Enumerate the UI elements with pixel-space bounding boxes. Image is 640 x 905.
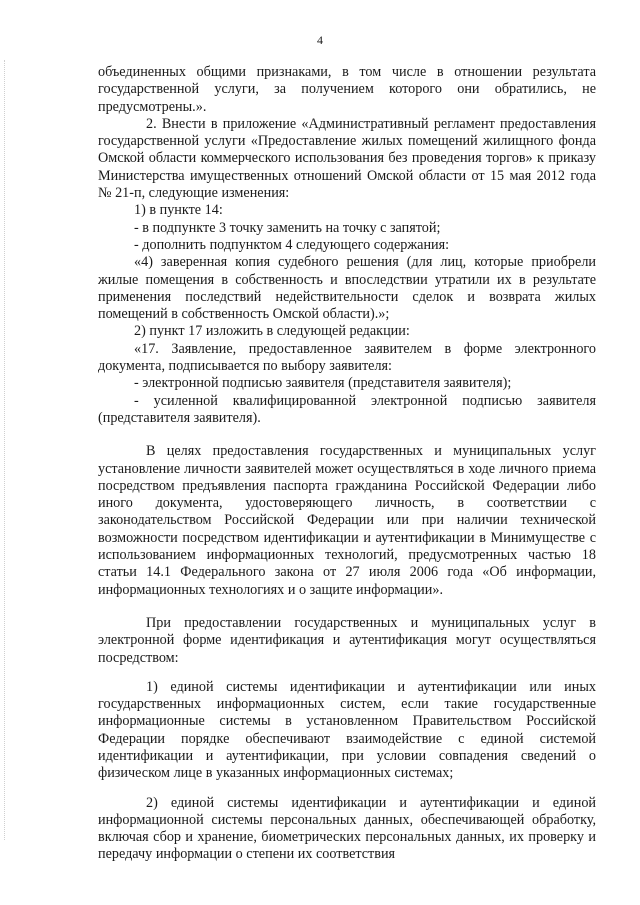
document-body [98,64,596,864]
page-number: 4 [317,33,323,47]
paragraph-p6: «4) заверенная копия судебного решения (для лиц, которые приобрели жилые помещения в собственность и впоследствии утратили их в результате применения последствий недействительности сделок и возврата жилых помещений в собственность Омской области).»; [98,254,596,323]
paragraph-p3: 1) в пункте 14: [134,202,223,219]
paragraph-spacer [98,667,596,679]
paragraph-p5: - дополнить подпунктом 4 следующего содержания: [134,236,450,253]
paragraph-p11: В целях предоставления государственных и муниципальных услуг установление личности заявителей может осуществляться в ходе личного приема посредством предъявления паспорта гражданина Российской Федерации либо иного документа, удостоверяющего личность, в соответствии с законодательством Российской Федерации или при наличии технической возможности посредством идентификации и аутентификации в Минимуществе с использованием информационных технологий, предусмотренных частью 18 статьи 14.1 Федерального закона от 27 июля 2006 года «Об информации, информационных технологиях и о защите информации». [98,443,596,598]
scan-edge-marks [4,60,6,840]
paragraph-spacer [98,783,596,795]
paragraph-p8: «17. Заявление, предоставленное заявителем в форме электронного документа, подписывается по выбору заявителя: [98,340,596,375]
paragraph-p10: - усиленной квалифицированной электронной подписью заявителя (представителя заявителя). [98,392,596,426]
paragraph-spacer [98,427,596,443]
paragraph-p7: 2) пункт 17 изложить в следующей редакции: [134,323,410,340]
paragraph-p2: 2. Внести в приложение «Административный регламент предоставления государственной услуги «Предоставление жилых помещений жилищного фонда Омской области коммерческого использования без проведения торгов» к приказу Министерства имущественных отношений Омской области от 15 мая 2012 года № 21-п, следующие изменения: [98,115,596,202]
paragraph-p13: 1) единой системы идентификации и аутентификации или иных государственных информационных систем, если такие государственные информационные системы в установленном Правительством Российской Федерации порядке обеспечивают взаимодействие с единой системой идентификации и аутентификации, при условии совпадения сведений о физическом лице в указанных информационных системах; [98,678,596,782]
paragraph-p14: 2) единой системы идентификации и аутентификации и единой информационной системы персональных данных, обеспечивающей обработку, включая сбор и хранение, биометрических персональных данных, их проверку и передачу информации о степени их соответствия [98,794,596,863]
paragraph-p1: объединенных общими признаками, в том числе в отношении результата государственной услуги, за получением которого они обратились, не предусмотрены.». [98,64,596,115]
paragraph-p12: При предоставлении государственных и муниципальных услуг в электронной форме идентификация и аутентификация могут осуществляться посредством: [98,614,596,666]
paragraph-p4: - в подпункте 3 точку заменить на точку с запятой; [134,219,441,236]
paragraph-spacer [98,599,596,615]
paragraph-p9: - электронной подписью заявителя (представителя заявителя); [134,375,512,392]
